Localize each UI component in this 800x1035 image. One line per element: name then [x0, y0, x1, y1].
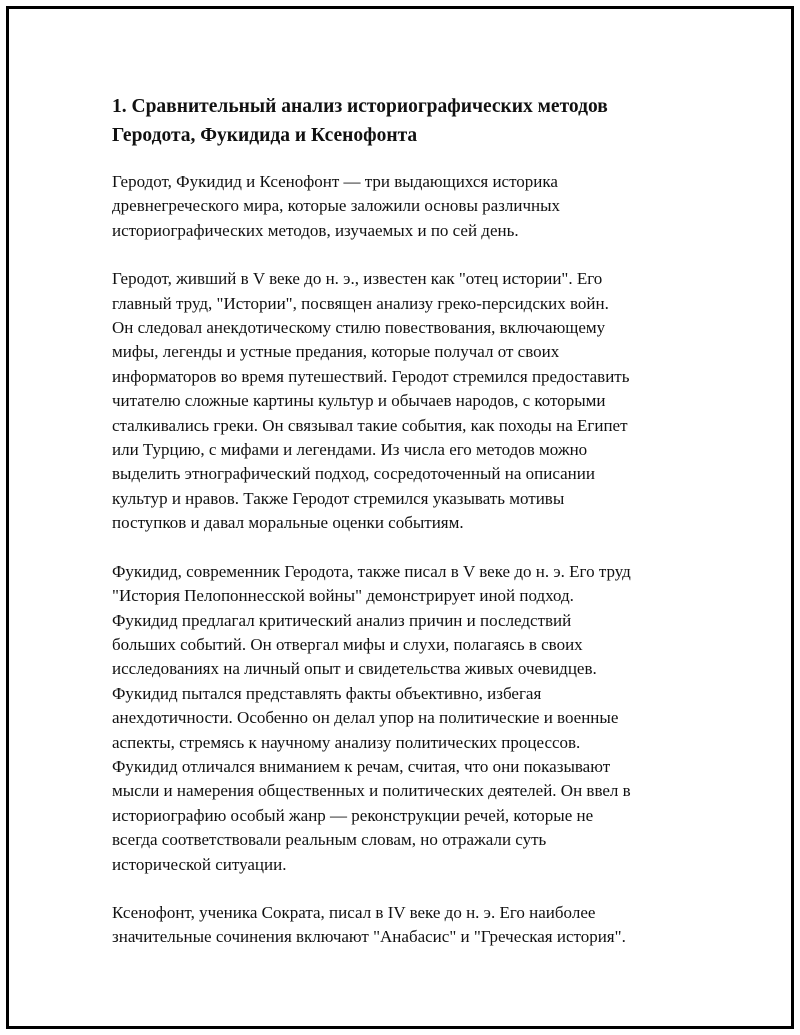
text-line: историографических методов, изучаемых и по сей день.: [112, 220, 519, 240]
text-line: Фукидид предлагал критический анализ причин и последствий: [112, 610, 572, 630]
text-line: анехдотичности. Особенно он делал упор на политические и военные: [112, 708, 619, 728]
text-line: Фукидид отличался вниманием к речам, считая, что они показывают: [112, 756, 611, 776]
paragraph-xenophon: [112, 901, 692, 950]
text-line: Фукидид пытался представлять факты объективно, избегая: [112, 683, 542, 703]
text-line: Фукидид, современник Геродота, также писал в V веке до н. э. Его труд: [112, 561, 631, 581]
text-line: "История Пелопоннесской войны" демонстрирует иной подход.: [112, 586, 574, 606]
text-line: значительные сочинения включают "Анабасис" и "Греческая история".: [112, 927, 626, 947]
text-line: аспекты, стремясь к научному анализу политических процессов.: [112, 732, 581, 752]
text-line: исследованиях на личный опыт и свидетельства живых очевидцев.: [112, 659, 597, 679]
text-line: главный труд, "Истории", посвящен анализу греко-персидских войн.: [112, 293, 609, 313]
text-line: культур и нравов. Также Геродот стремился указывать мотивы: [112, 488, 565, 508]
text-line: древнегреческого мира, которые заложили основы различных: [112, 196, 561, 216]
text-line: больших событий. Он отвергал мифы и слухи, полагаясь в своих: [112, 634, 583, 654]
text-line: читателю сложные картины культур и обычаев народов, с которыми: [112, 391, 606, 411]
text-line: мысли и намерения общественных и политических деятелей. Он ввел в: [112, 781, 631, 801]
text-line: Ксенофонт, ученика Сократа, писал в IV веке до н. э. Его наиболее: [112, 902, 596, 922]
paragraph-intro: [112, 170, 692, 243]
section-heading: [112, 92, 692, 150]
text-line: Геродот, Фукидид и Ксенофонт — три выдающихся историка: [112, 172, 558, 191]
text-line: информаторов во время путешествий. Геродот стремился предоставить: [112, 366, 630, 386]
text-line: мифы, легенды и устные предания, которые получал от своих: [112, 342, 560, 362]
text-line: всегда соответствовали реальным словам, но отражали суть: [112, 830, 547, 850]
heading-line: Геродота, Фукидида и Ксенофонта: [112, 125, 418, 146]
text-line: сталкивались греки. Он связывал такие события, как походы на Египет: [112, 415, 628, 435]
text-line: выделить этнографический подход, сосредоточенный на описании: [112, 464, 595, 484]
document-body: [112, 92, 692, 974]
text-line: или Турцию, с мифами и легендами. Из числа его методов можно: [112, 440, 588, 460]
text-line: историографию особый жанр — реконструкции речей, которые не: [112, 805, 594, 825]
heading-line: 1. Сравнительный анализ историографических методов: [112, 96, 608, 117]
text-line: поступков и давал моральные оценки событиям.: [112, 513, 464, 533]
paragraph-herodotus: [112, 267, 692, 535]
text-line: Он следовал анекдотическому стилю повествования, включающему: [112, 318, 606, 338]
text-line: исторической ситуации.: [112, 854, 287, 874]
paragraph-thucydides: [112, 560, 692, 877]
text-line: Геродот, живший в V веке до н. э., известен как "отец истории". Его: [112, 269, 603, 289]
